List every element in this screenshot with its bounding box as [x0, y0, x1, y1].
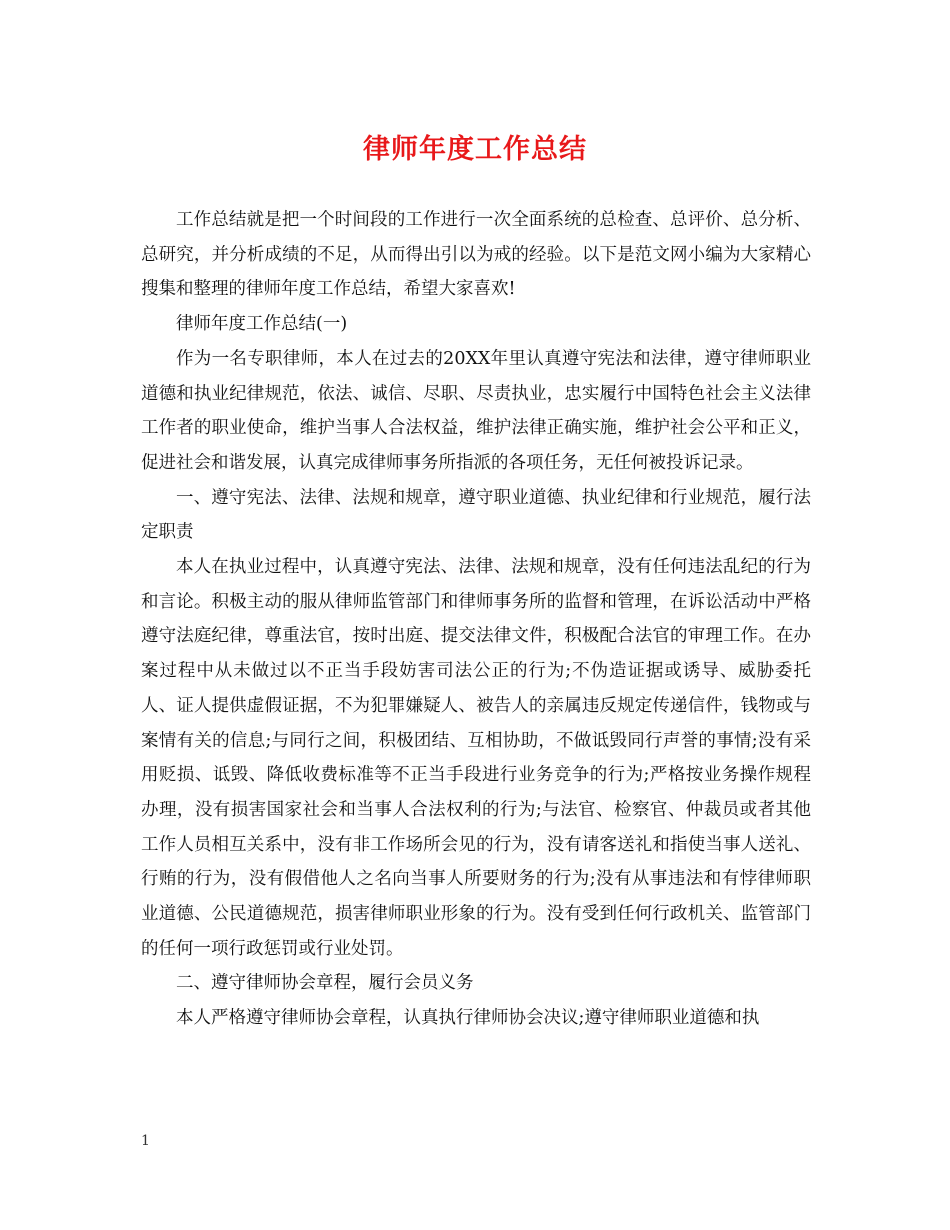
document-body — [141, 203, 811, 1036]
section-heading-two: 二、遵守律师协会章程，履行会员义务 — [176, 973, 474, 994]
section-heading-part-one: 律师年度工作总结(一) — [176, 314, 348, 335]
document-title: 律师年度工作总结 — [363, 134, 587, 165]
overview-paragraph: 作为一名专职律师，本人在过去的20XX年里认真遵守宪法和法律，遵守律师职业道德和执业纪律规范，依法、诚信、尽职、尽责执业，忠实履行中国特色社会主义法律工作者的职业使命，维护当事人合法权益，维护法律正确实施，维护社会公平和正义，促进社会和谐发展，认真完成律师事务所指派的各项任务，无任何被投诉记录。 — [141, 348, 811, 473]
section-one-paragraph: 本人在执业过程中，认真遵守宪法、法律、法规和规章，没有任何违法乱纪的行为和言论。积极主动的服从律师监管部门和律师事务所的监督和管理，在诉讼活动中严格遵守法庭纪律，尊重法官，按时出庭、提交法律文件，积极配合法官的审理工作。在办案过程中从未做过以不正当手段妨害司法公正的行为;不伪造证据或诱导、威胁委托人、证人提供虚假证据，不为犯罪嫌疑人、被告人的亲属违反规定传递信件，钱物或与案情有关的信息;与同行之间，积极团结、互相协助，不做诋毁同行声誉的事情;没有采用贬损、诋毁、降低收费标准等不正当手段进行业务竞争的行为;严格按业务操作规程办理，没有损害国家社会和当事人合法权利的行为;与法官、检察官、仲裁员或者其他工作人员相互关系中，没有非工作场所会见的行为，没有请客送礼和指使当事人送礼、行贿的行为，没有假借他人之名向当事人所要财务的行为;没有从事违法和有悖律师职业道德、公民道德规范，损害律师职业形象的行为。没有受到任何行政机关、监管部门的任何一项行政惩罚或行业处罚。 — [141, 557, 811, 959]
page-number: 1 — [141, 1133, 150, 1149]
section-two-paragraph: 本人严格遵守律师协会章程，认真执行律师协会决议;遵守律师职业道德和执 — [176, 1008, 760, 1029]
section-heading-one: 一、遵守宪法、法律、法规和规章，遵守职业道德、执业纪律和行业规范，履行法定职责 — [141, 487, 811, 543]
intro-paragraph: 工作总结就是把一个时间段的工作进行一次全面系统的总检查、总评价、总分析、总研究，并分析成绩的不足，从而得出引以为戒的经验。以下是范文网小编为大家精心搜集和整理的律师年度工作总结，希望大家喜欢! — [141, 210, 811, 300]
